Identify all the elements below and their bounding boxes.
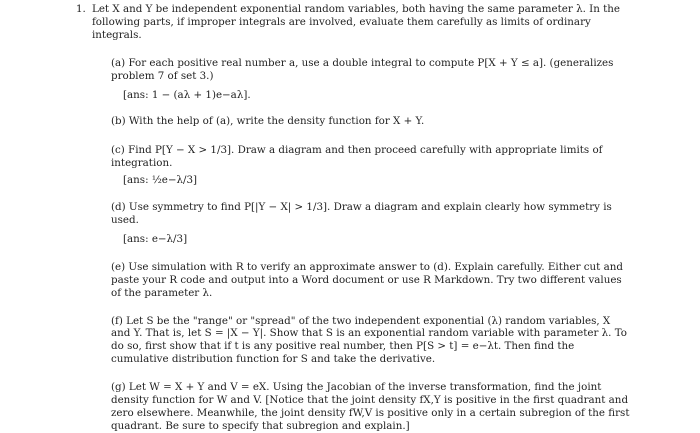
part-a: (a) For each positive real number a, use a double integral to compute P[X + Y ≤ a]. (generalizes problem 7 of set 3.) [111,56,614,82]
answer-a: [ans: 1 − (aλ + 1)e−aλ]. [123,88,251,101]
problem-number: 1. [76,3,86,15]
answer-d: [ans: e−λ/3] [123,232,188,245]
part-d: (d) Use symmetry to find P[|Y − X| > 1/3]. Draw a diagram and explain clearly how symmetry is used. [111,201,612,226]
answer-c: [ans: ½e−λ/3] [123,174,198,187]
part-f: (f) Let S be the "range" or "spread" of the two independent exponential (λ) random variables, X and Y. That is, let S = |X − Y|. Show that S is an exponential random variable with parameter λ. To do so, first show that if t is any positive real number, then P[S > t] = e−λt. Then find the cumulative distribution function for S and take the derivative. [111,314,627,366]
part-c: (c) Find P[Y − X > 1/3]. Draw a diagram and then proceed carefully with appropriate limits of integration. [111,144,603,170]
part-g: (g) Let W = X + Y and V = eX. Using the Jacobian of the inverse transformation, find the joint density function for W and V. [Notice that the joint density fX,Y is positive in the first quadrant and zero elsewhere. Meanwhile, the joint density fW,V is positive only in a certain subregion of the first quadrant. Be sure to specify that subregion and explain.] [111,381,630,432]
problem-1 [76,3,632,433]
part-b: (b) With the help of (a), write the density function for X + Y. [111,115,425,128]
problem-intro: Let X and Y be independent exponential random variables, both having the same parameter λ. In the following parts, if improper integrals are involved, evaluate them carefully as limits of ordinary integrals. [92,3,620,41]
part-e: (e) Use simulation with R to verify an approximate answer to (d). Explain carefully. Either cut and paste your R code and output into a Word document or use R Markdown. Try two different values of the parameter λ. [111,260,623,299]
